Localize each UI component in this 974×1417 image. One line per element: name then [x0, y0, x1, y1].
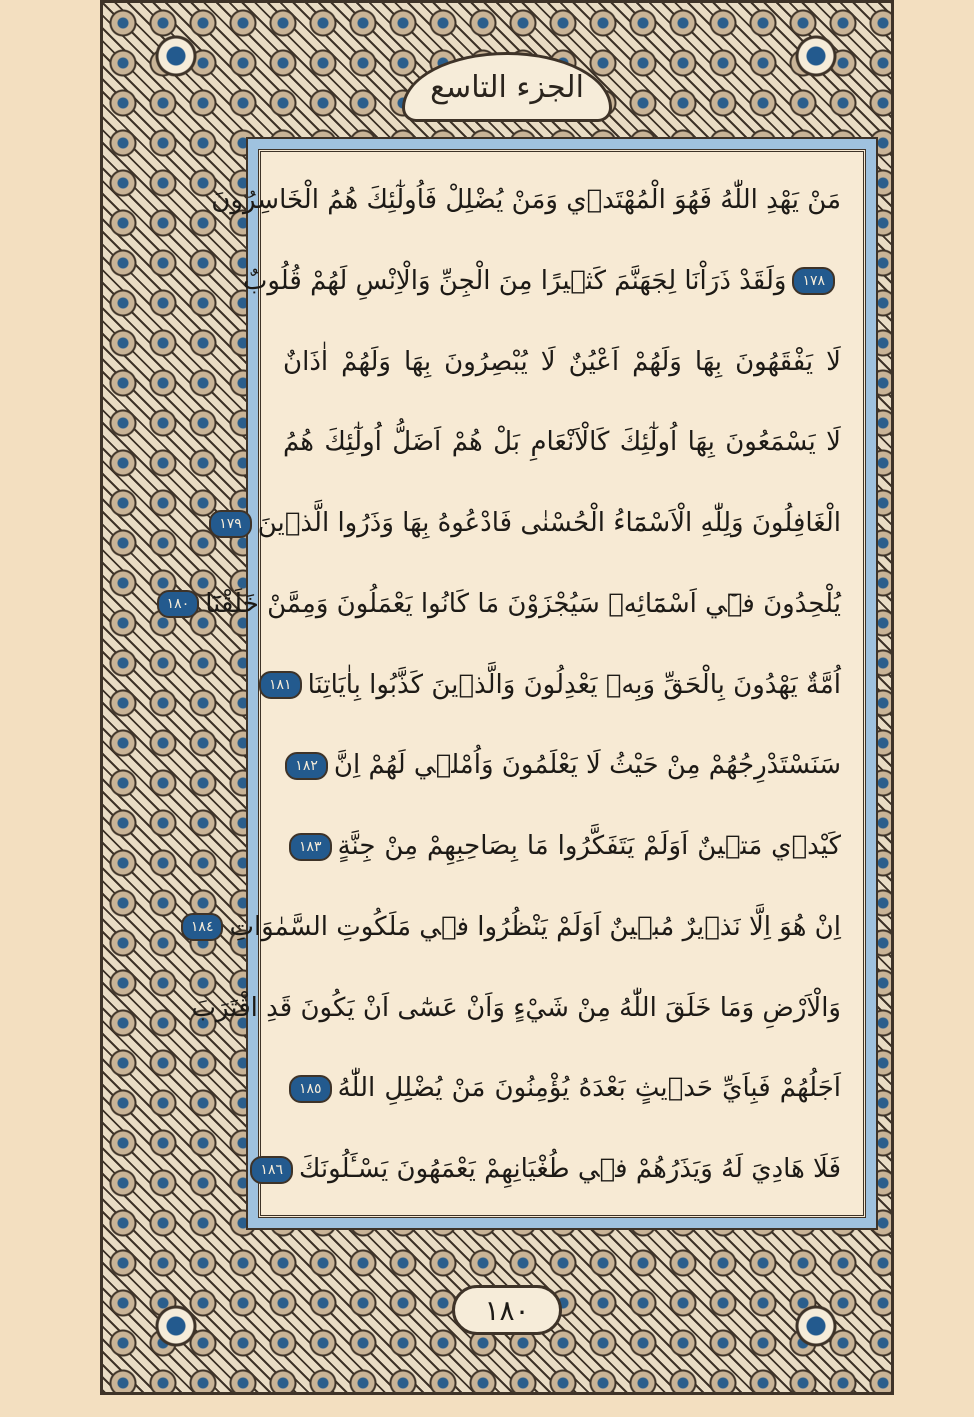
verse-line-7: اُمَّةٌ يَهْدُونَ بِالْحَقِّ وَبِهٖ يَعْدِلُونَ وَالَّذٖينَ كَذَّبُوا بِاٰيَاتِنَا١٨١ — [283, 663, 841, 707]
corner-flower-icon — [150, 30, 202, 82]
verse-line-4: لَا يَسْمَعُونَ بِهَا اُولٰٓئِكَ كَالْاَنْعَامِ بَلْ هُمْ اَضَلُّ اُولٰٓئِكَ هُمُ — [283, 427, 841, 458]
verse-marker-icon: ١٧٨ — [792, 267, 835, 295]
juz-title: الجزء التاسع — [430, 69, 584, 105]
verse-marker-icon: ١٨٢ — [285, 752, 328, 780]
verse-line-3: لَا يَفْقَهُونَ بِهَا وَلَهُمْ اَعْيُنٌ لَا يُبْصِرُونَ بِهَا وَلَهُمْ اٰذَانٌ — [283, 346, 841, 377]
verse-line-6: يُلْحِدُونَ فٖٓي اَسْمَٓائِهٖ سَيُجْزَوْنَ مَا كَانُوا يَعْمَلُونَ وَمِمَّنْ خَلَقْنَٓا١٨٠ — [283, 582, 841, 626]
verse-line-13: فَلَا هَادِيَ لَهُ وَيَذَرُهُمْ فٖي طُغْيَانِهِمْ يَعْمَهُونَ يَسْـَٔلُونَكَ١٨٦ — [283, 1147, 841, 1191]
verse-marker-icon: ١٨٠ — [157, 590, 200, 618]
verse-line-10: اِنْ هُوَ اِلَّا نَذٖيرٌ مُبٖينٌ اَوَلَمْ يَنْظُرُوا فٖي مَلَكُوتِ السَّمٰوَاتِ١٨٤ — [283, 905, 841, 949]
page-number: ١٨٠ — [484, 1293, 530, 1327]
corner-flower-icon — [790, 1300, 842, 1352]
verse-line-9: كَيْدٖي مَتٖينٌ اَوَلَمْ يَتَفَكَّرُوا مَا بِصَاحِبِهِمْ مِنْ جِنَّةٍ١٨٣ — [283, 824, 841, 868]
corner-flower-icon — [150, 1300, 202, 1352]
verse-line-2: ١٧٨وَلَقَدْ ذَرَاْنَا لِجَهَنَّمَ كَثٖيرًا مِنَ الْجِنِّ وَالْاِنْسِ لَهُمْ قُلُوبٌ — [283, 259, 841, 303]
verse-marker-icon: ١٨٦ — [250, 1156, 293, 1184]
verse-marker-icon: ١٨٤ — [181, 913, 224, 941]
verse-marker-icon: ١٨٥ — [289, 1075, 332, 1103]
verse-marker-icon: ١٧٩ — [209, 510, 252, 538]
verse-line-1: مَنْ يَهْدِ اللّٰهُ فَهُوَ الْمُهْتَدٖي وَمَنْ يُضْلِلْ فَاُولٰٓئِكَ هُمُ الْخَاسِرُونَ — [211, 185, 841, 215]
corner-flower-icon — [790, 30, 842, 82]
footer-cartouche — [452, 1285, 562, 1335]
text-panel — [166, 149, 866, 1218]
verse-line-12: اَجَلُهُمْ فَبِاَيِّ حَدٖيثٍ بَعْدَهُ يُؤْمِنُونَ مَنْ يُضْلِلِ اللّٰهُ١٨٥ — [283, 1066, 841, 1110]
verse-line-11: وَالْاَرْضِ وَمَا خَلَقَ اللّٰهُ مِنْ شَيْءٍ وَاَنْ عَسٰٓى اَنْ يَكُونَ قَدِ اقْتَرَبَ — [191, 992, 841, 1023]
verse-marker-icon: ١٨١ — [259, 671, 302, 699]
verse-line-5: الْغَافِلُونَ وَلِلّٰهِ الْاَسْمَٓاءُ الْحُسْنٰى فَادْعُوهُ بِهَا وَذَرُوا الَّذٖينَ١٧٩ — [283, 501, 841, 545]
text-panel-frame — [166, 137, 878, 1230]
verse-marker-icon: ١٨٣ — [289, 833, 332, 861]
verse-line-8: سَنَسْتَدْرِجُهُمْ مِنْ حَيْثُ لَا يَعْلَمُونَ وَاُمْلٖي لَهُمْ اِنَّ١٨٢ — [283, 743, 841, 787]
